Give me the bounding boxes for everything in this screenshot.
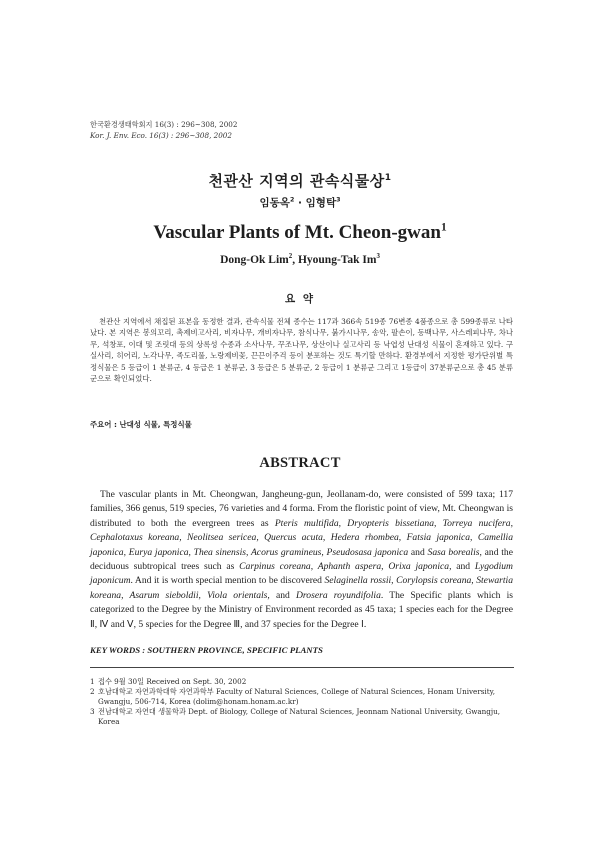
abstract-species-names: Selaginella rossii, Corylopsis coreana, Stewartia koreana, Asarum sieboldii, Viola orientals,: [90, 575, 513, 601]
abstract-species-names: Drosera royundifolia: [296, 589, 381, 601]
footnote: [90, 707, 514, 727]
title-korean-footnote-mark: 1: [384, 173, 392, 183]
title-korean: [0, 170, 600, 191]
abstract-body: [90, 488, 513, 632]
author-2-en-mark: 3: [376, 253, 380, 261]
abstract-text: and: [451, 561, 475, 573]
footnote: [90, 677, 514, 687]
journal-citation: [90, 120, 237, 141]
english-keywords: KEY WORDS : SOUTHERN PROVINCE, SPECIFIC PLANTS: [90, 645, 323, 655]
abstract-species-names: Carpinus coreana, Aphanth aspera, Orixa japonica,: [239, 561, 452, 573]
author-1-en-mark: 2: [288, 253, 293, 261]
footnote-text: 전남대학교 자연대 생물학과 Dept. of Biology, College of Natural Sciences, Jeonnam National University, Gwangju, Korea: [98, 707, 501, 726]
author-2-ko-mark: 3: [336, 196, 341, 204]
abstract-text: The vascular plants in Mt. Cheongwan, Jangheung-gun, Jeollanam-do, were consisted of 599 taxa; 117 families, 366 genus, 519 species, 76 varieties and 4 forma. From the floristic point of view, Mt. Cheongwan is distributed to both the evergreen trees as: [90, 489, 513, 529]
journal-citation-en: Kor. J. Env. Eco. 16(3) : 296~308, 2002: [90, 130, 232, 140]
abstract-text: . And it is worth special mention to be discovered: [130, 575, 325, 587]
footnote: [90, 687, 514, 707]
footnotes: [90, 677, 514, 727]
korean-keywords: 주요어 : 난대성 식물, 특정식물: [90, 420, 192, 429]
abstract-species-names: Pteris multifida, Dryopteris bissetiana, Torreya nucifera, Cephalotaxus koreana, Neolitsea sericea, Quercus acuta, Hedera rhombea, Fatsia japonica, Camellia japonica, Eurya japonica, Thea sinensis, Acorus gramineus, Pseudosasa japonica: [90, 517, 513, 558]
abstract-species-names: Sasa borealis: [427, 546, 480, 558]
author-1-ko: 임동옥: [259, 197, 290, 209]
footnote-text: 접수 9월 30일 Received on Sept. 30, 2002: [98, 677, 247, 686]
author-separator-ko: ·: [294, 197, 306, 209]
author-1-en: Dong-Ok Lim: [220, 254, 289, 266]
footnote-number: 1: [90, 677, 95, 686]
author-2-ko: 임형탁: [305, 197, 337, 209]
title-english-text: Vascular Plants of Mt. Cheon-gwan: [153, 222, 441, 243]
abstract-text: and: [269, 589, 296, 601]
korean-abstract-body: 천관산 지역에서 채집된 표본을 동정한 결과, 관속식물 전체 종수는 117과 366속 519종 76변종 4품종으로 총 599종류로 나타났다. 본 지역은 봉의꼬리, 촉제비고사리, 비자나무, 개비자나무, 참식나무, 붉가시나무, 송악, 팔손이, 동백나무, 사스레피나무, 차나무, 석창포, 이대 및 조릿대 등의 상록성 수종과 소사나무, 꾸조나무, 상산이나 실고사리 등 낙엽성 난대성 식물이 혼재하고 있다. 구실사리, 히어리, 노각나무, 족도리풀, 노랑제비꽃, 끈끈이주걱 등이 분포하는 것도 특기할 만하다. 환경부에서 지정한 평가단위별 특정식물은 5 등급이 1 분류군, 4 등급은 1 분류군, 3 등급은 5 분류군, 2 등급이 1 분류군 그리고 1등급이 37분류군으로 총 45 분류군으로 확인되었다.: [90, 317, 513, 384]
author-2-en: Hyoung-Tak Im: [297, 254, 377, 266]
footnote-text: 호남대학교 자연과학대학 자연과학부 Faculty of Natural Sciences, College of Natural Sciences, Honam University, Gwangju, 506-714, Korea (dolim@honam.honam.ac.kr): [98, 687, 496, 706]
authors-korean: [0, 195, 600, 210]
abstract-text: . The Specific plants which is categorized to the Degree by the Ministry of Environment recorded as 45 taxa; 1 species each for the Degree Ⅱ, Ⅳ and Ⅴ, 5 species for the Degree Ⅲ, and 37 species for the Degree Ⅰ.: [90, 589, 514, 630]
footnote-number: 2: [90, 687, 95, 696]
abstract-text: and: [408, 546, 428, 558]
footnote-number: 3: [90, 707, 95, 716]
footnote-divider: [90, 667, 514, 668]
journal-citation-ko: 한국환경생태학회지 16(3) : 296~308, 2002: [90, 120, 238, 129]
title-english-footnote-mark: 1: [440, 221, 447, 234]
abstract-species-names: Lygodium japonicum: [90, 561, 513, 587]
title-korean-text: 천관산 지역의 관속식물상: [208, 172, 385, 190]
abstract-text: , and the deciduous subtropical trees such as: [90, 546, 513, 573]
author-1-ko-mark: 2: [289, 196, 295, 204]
korean-abstract-heading: 요 약: [285, 293, 315, 305]
title-english: [0, 222, 600, 244]
author-separator-en: ,: [292, 254, 298, 266]
authors-english: [0, 254, 600, 266]
abstract-heading: ABSTRACT: [259, 455, 341, 471]
